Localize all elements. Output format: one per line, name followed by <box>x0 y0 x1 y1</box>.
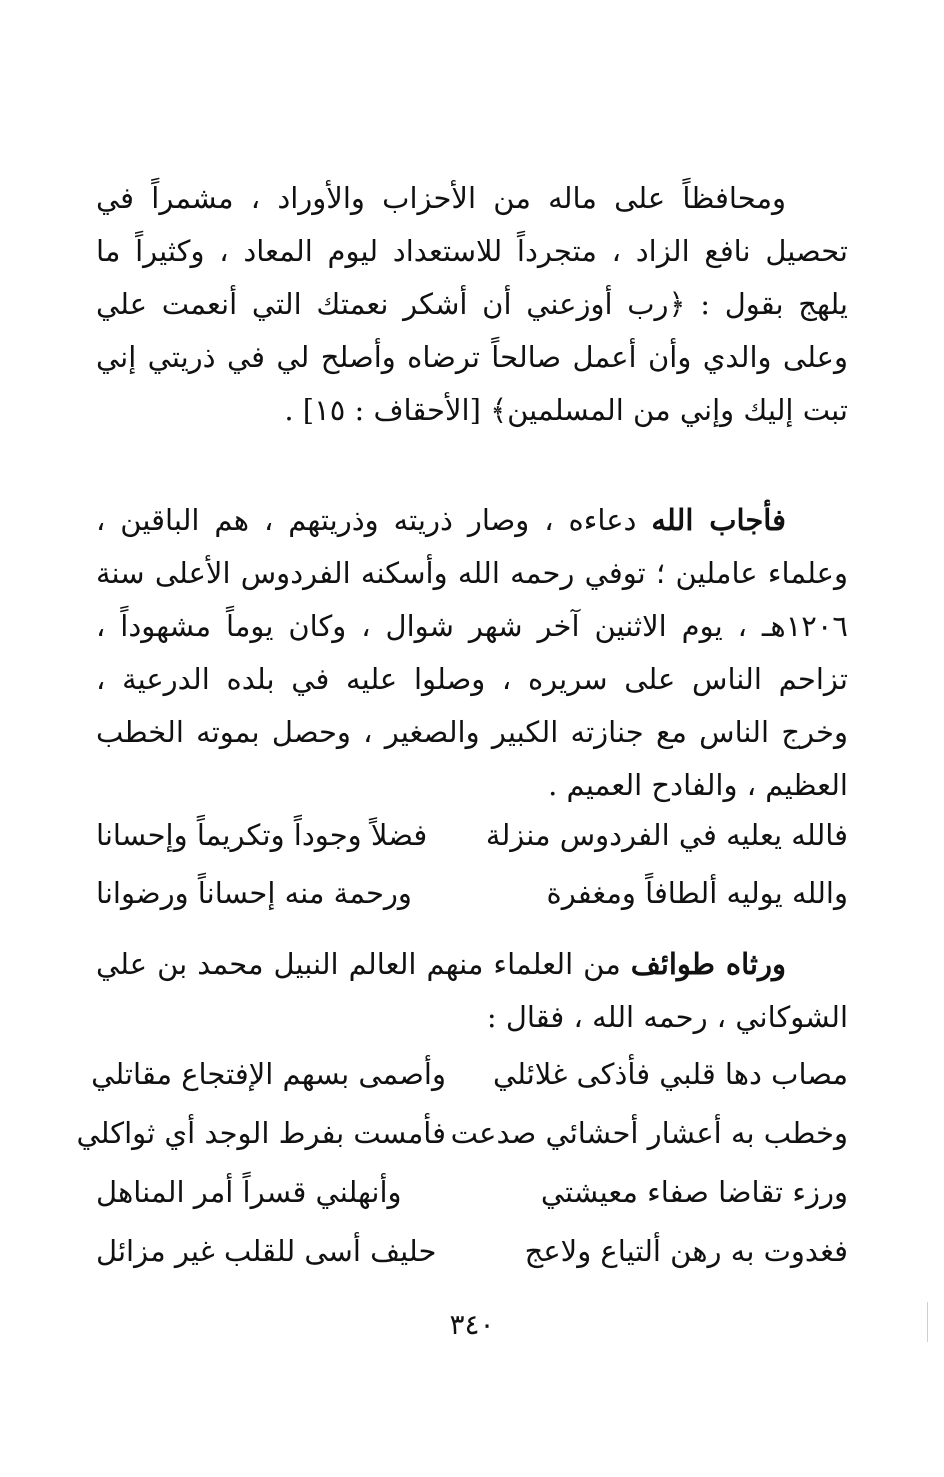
paragraph-death <box>96 494 848 812</box>
verse-first-hemistich: والله يوليه ألطافاً ومغفرة <box>546 876 848 910</box>
poem-verse <box>96 1222 848 1281</box>
poem-verse <box>91 1045 848 1104</box>
poem-verse <box>96 864 848 922</box>
paragraph-block-3 <box>96 938 848 1044</box>
verse-second-hemistich: وأصمى بسهم الإفتجاع مقاتلي <box>91 1057 446 1091</box>
paragraph-prayer: ومحافظاً على ماله من الأحزاب والأوراد ، مشمراً في تحصيل نافع الزاد ، متجرداً للاستعداد ليوم المعاد ، وكثيراً ما يلهج بقول : ﴿رب أوزعني أن أشكر نعمتك التي أنعمت علي وعلى والدي وأن أعمل صالحاً ترضاه وأصلح لي في ذريتي إني تبت إليك وإني من المسلمين﴾ [الأحقاف : ١٥] . <box>96 181 848 427</box>
paragraph-block-2 <box>96 494 848 812</box>
verse-first-hemistich: مصاب دها قلبي فأذكى غلائلي <box>492 1057 848 1091</box>
paragraph-text: من العلماء منهم العالم النبيل محمد بن علي الشوكاني ، رحمه الله ، فقال : <box>96 947 848 1034</box>
page-number: ٣٤٠ <box>449 1308 495 1341</box>
scan-edge-line <box>927 1302 928 1342</box>
poem-elegy-1 <box>96 806 848 922</box>
verse-first-hemistich: ورزء تقاضا صفاء معيشتي <box>540 1175 848 1209</box>
verse-first-hemistich: فغدوت به رهن ألتياع ولاعج <box>524 1234 848 1268</box>
verse-second-hemistich: حليف أسى للقلب غير مزائل <box>96 1234 437 1268</box>
paragraph-lead-words: فأجاب الله <box>651 503 786 537</box>
verse-second-hemistich: ورحمة منه إحساناً ورضوانا <box>96 876 412 910</box>
verse-first-hemistich: فالله يعليه في الفردوس منزلة <box>485 818 848 852</box>
poem-verse <box>96 806 848 864</box>
paragraph-block-1 <box>96 172 848 437</box>
poem-verse <box>76 1104 848 1163</box>
verse-first-hemistich: وخطب به أعشار أحشائي صدعت <box>450 1116 848 1150</box>
verse-second-hemistich: فضلاً وجوداً وتكريماً وإحسانا <box>96 818 428 852</box>
poem-verse <box>96 1163 848 1222</box>
poem-elegy-2 <box>76 1045 848 1281</box>
paragraph-elegy-intro <box>96 938 848 1044</box>
paragraph-lead-words: ورثاه طوائف <box>630 947 786 981</box>
verse-second-hemistich: وأنهلني قسراً أمر المناهل <box>96 1175 402 1209</box>
verse-second-hemistich: فأمست بفرط الوجد أي ثواكلي <box>76 1116 446 1150</box>
paragraph-text: دعاءه ، وصار ذريته وذريتهم ، هم الباقين ، وعلماء عاملين ؛ توفي رحمه الله وأسكنه الفردوس الأعلى سنة ١٢٠٦هـ ، يوم الاثنين آخر شهر شوال ، وكان يوماً مشهوداً ، تزاحم الناس على سريره ، وصلوا عليه في بلده الدرعية ، وخرج الناس مع جنازته الكبير والصغير ، وحصل بموته الخطب العظيم ، والفادح العميم . <box>96 503 849 802</box>
